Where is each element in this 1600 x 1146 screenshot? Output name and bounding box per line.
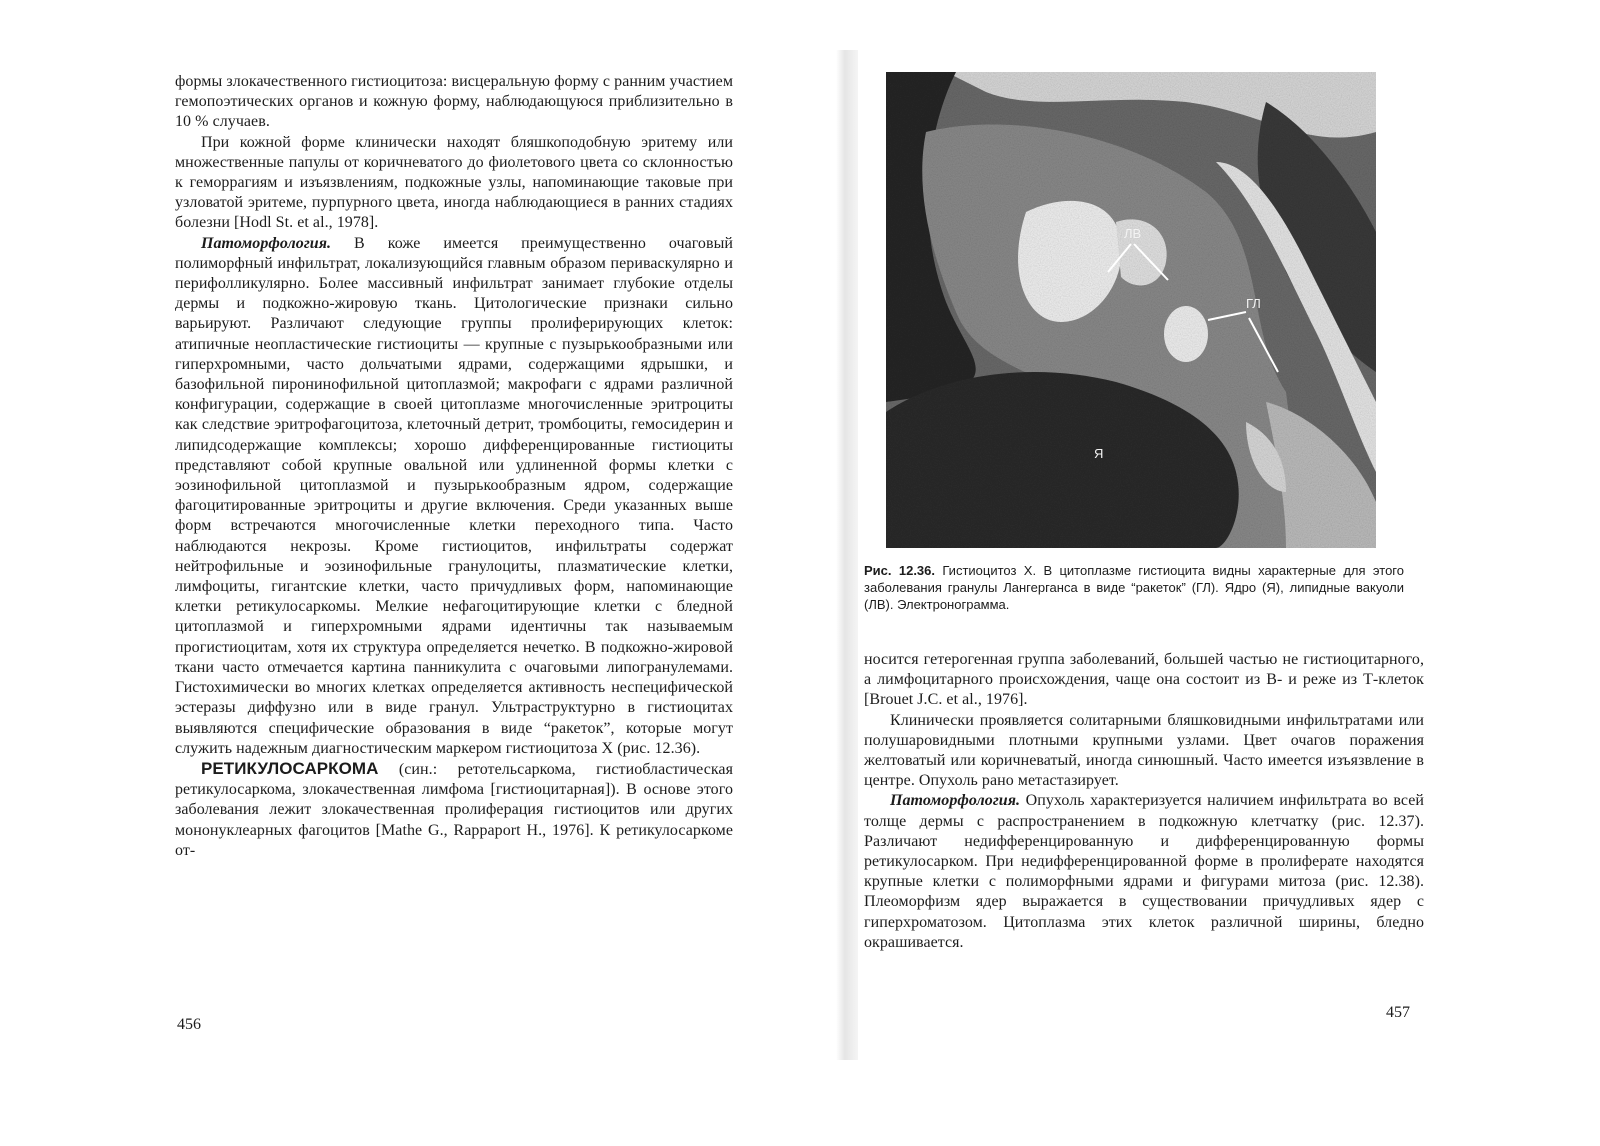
right-paragraph-3 xyxy=(864,791,1424,953)
right-paragraph-1: носится гетерогенная группа заболеваний, большей частью не гистиоцитарного, а лимфоцитарного происхождения, чаще она состоит из В- и реже из Т-клеток [Brouet J.C. et al., 1976]. xyxy=(864,651,1424,709)
page-number-left: 456 xyxy=(177,1016,201,1033)
left-paragraph-2: При кожной форме клинически находят бляшкоподобную эритему или множественные папулы от коричневатого до фиолетового цвета со склонностью к геморрагиям и изъязвлениям, подкожные узлы, напоминающие таковые при узловатой эритеме, пурпурного цвета, иногда наблюдающиеся в ранних стадиях болезни [Hodl St. et al., 1978]. xyxy=(175,133,733,232)
right-page xyxy=(864,60,1424,1060)
reticulosarcoma-heading: РЕТИКУЛОСАРКОМА xyxy=(201,758,379,778)
page-number-right: 457 xyxy=(1386,1004,1410,1021)
left-paragraph-3-text: В коже имеется преимущественно очаговый полиморфный инфильтрат, локализующийся главным образом периваскулярно и перифолликулярно. Более массивный инфильтрат занимает глубокие отделы дермы и подкожно-жировую ткань. Цитологические признаки сильно варьируют. Различают следующие группы пролиферирующих клеток: атипичные неопластические гистиоциты — крупные с пузырькообразными или гиперхромными, часто дольчатыми ядрами, содержащими ядрышки, и базофильной пиронинофильной цитоплазмой; макрофаги с ядрами различной конфигурации, содержащие в своей цитоплазме многочисленные эритроциты как следствие эритрофагоцитоза, клеточный детрит, тромбоциты, гемосидерин и липидсодержащие комплексы; хорошо дифференцированные гистиоциты представляют собой крупные овальной или удлиненной формы клетки с эозинофильной цитоплазмой и пузырькообразным ядром, содержащие фагоцитированные эритроциты и другие включения. Среди указанных выше форм встречаются многочисленные клетки переходного типа. Часто наблюдаются некрозы. Кроме гистиоцитов, инфильтраты содержат нейтрофильные и эозинофильные гранулоциты, плазматические клетки, лимфоциты, гигантские клетки, часто причудливых форм, напоминающие клетки ретикулосаркомы. Мелкие нефагоцитирующие клетки с бледной цитоплазмой и гиперхромными ядрами идентичны так называемым прогистиоцитам, хотя их структура определяется нечетко. В подкожно-жировой ткани часто отмечается картина панникулита с очаговыми липогранулемами. Гистохимически во многих клетках определяется активность неспецифической эстеразы диффузно или в виде гранул. Ультраструктурно в гистиоцитах выявляются специфические образования в виде “ракеток”, которые могут служить надежным диагностическим маркером гистиоцитоза X (рис. 12.36). xyxy=(175,234,733,757)
patomorphology-heading: Патоморфология. xyxy=(201,234,332,252)
micrograph-image xyxy=(886,72,1376,548)
left-paragraph-4 xyxy=(175,759,733,861)
right-paragraph-3-text: Опухоль характеризуется наличием инфильтрата во всей толще дермы с распространением в подкожную клетчатку (рис. 12.37). Различают недифференцированную и дифференцированную формы ретикулосарком. При недифференцированной форме в пролиферате находятся крупные клетки с полиморфными ядрами и фигурами митоза (рис. 12.38). Плеоморфизм ядер выражается в существовании причудливых ядер с гиперхроматозом. Цитоплазма этих клеток различной ширины, бледно окрашивается. xyxy=(864,792,1425,951)
label-lv: ЛВ xyxy=(1124,226,1142,241)
electron-micrograph-figure xyxy=(886,72,1376,548)
caption-text: Гистиоцитоз X. В цитоплазме гистиоцита видны характерные для этого заболевания гранулы Лангерганса в виде “ракеток” (ГЛ). Ядро (Я), липидные вакуоли (ЛВ). Электронограмма. xyxy=(864,563,1404,612)
figure-caption xyxy=(864,562,1404,613)
book-gutter-shadow xyxy=(836,50,858,1060)
caption-label: Рис. 12.36. xyxy=(864,563,936,578)
patomorphology-heading-right: Патоморфология. xyxy=(890,792,1021,810)
right-paragraph-2: Клинически проявляется солитарными бляшковидными инфильтратами или полушаровидными плотными крупными узлами. Цвет очагов поражения желтоватый или коричневатый, иногда синюшный. Часто имеется изъязвление в центре. Опухоль рано метастазирует. xyxy=(864,711,1424,790)
label-gl: ГЛ xyxy=(1246,296,1261,311)
left-page xyxy=(175,72,733,1072)
left-paragraph-3 xyxy=(175,234,733,759)
right-body-text xyxy=(864,650,1424,953)
label-ya: Я xyxy=(1094,446,1104,461)
left-paragraph-4-text: (син.: ретотельсаркома, гистиобластическая ретикулосаркома, злокачественная лимфома [гистиоцитарная]). В основе этого заболевания лежит злокачественная пролиферация гистиоцитов или других мононуклеарных фагоцитов [Mathe G., Rappaport H., 1976]. К ретикулосаркоме от- xyxy=(175,760,733,859)
left-paragraph-1: формы злокачественного гистиоцитоза: висцеральную форму с ранним участием гемопоэтических органов и кожную форму, наблюдающуюся приблизительно в 10 % случаев. xyxy=(175,73,733,131)
